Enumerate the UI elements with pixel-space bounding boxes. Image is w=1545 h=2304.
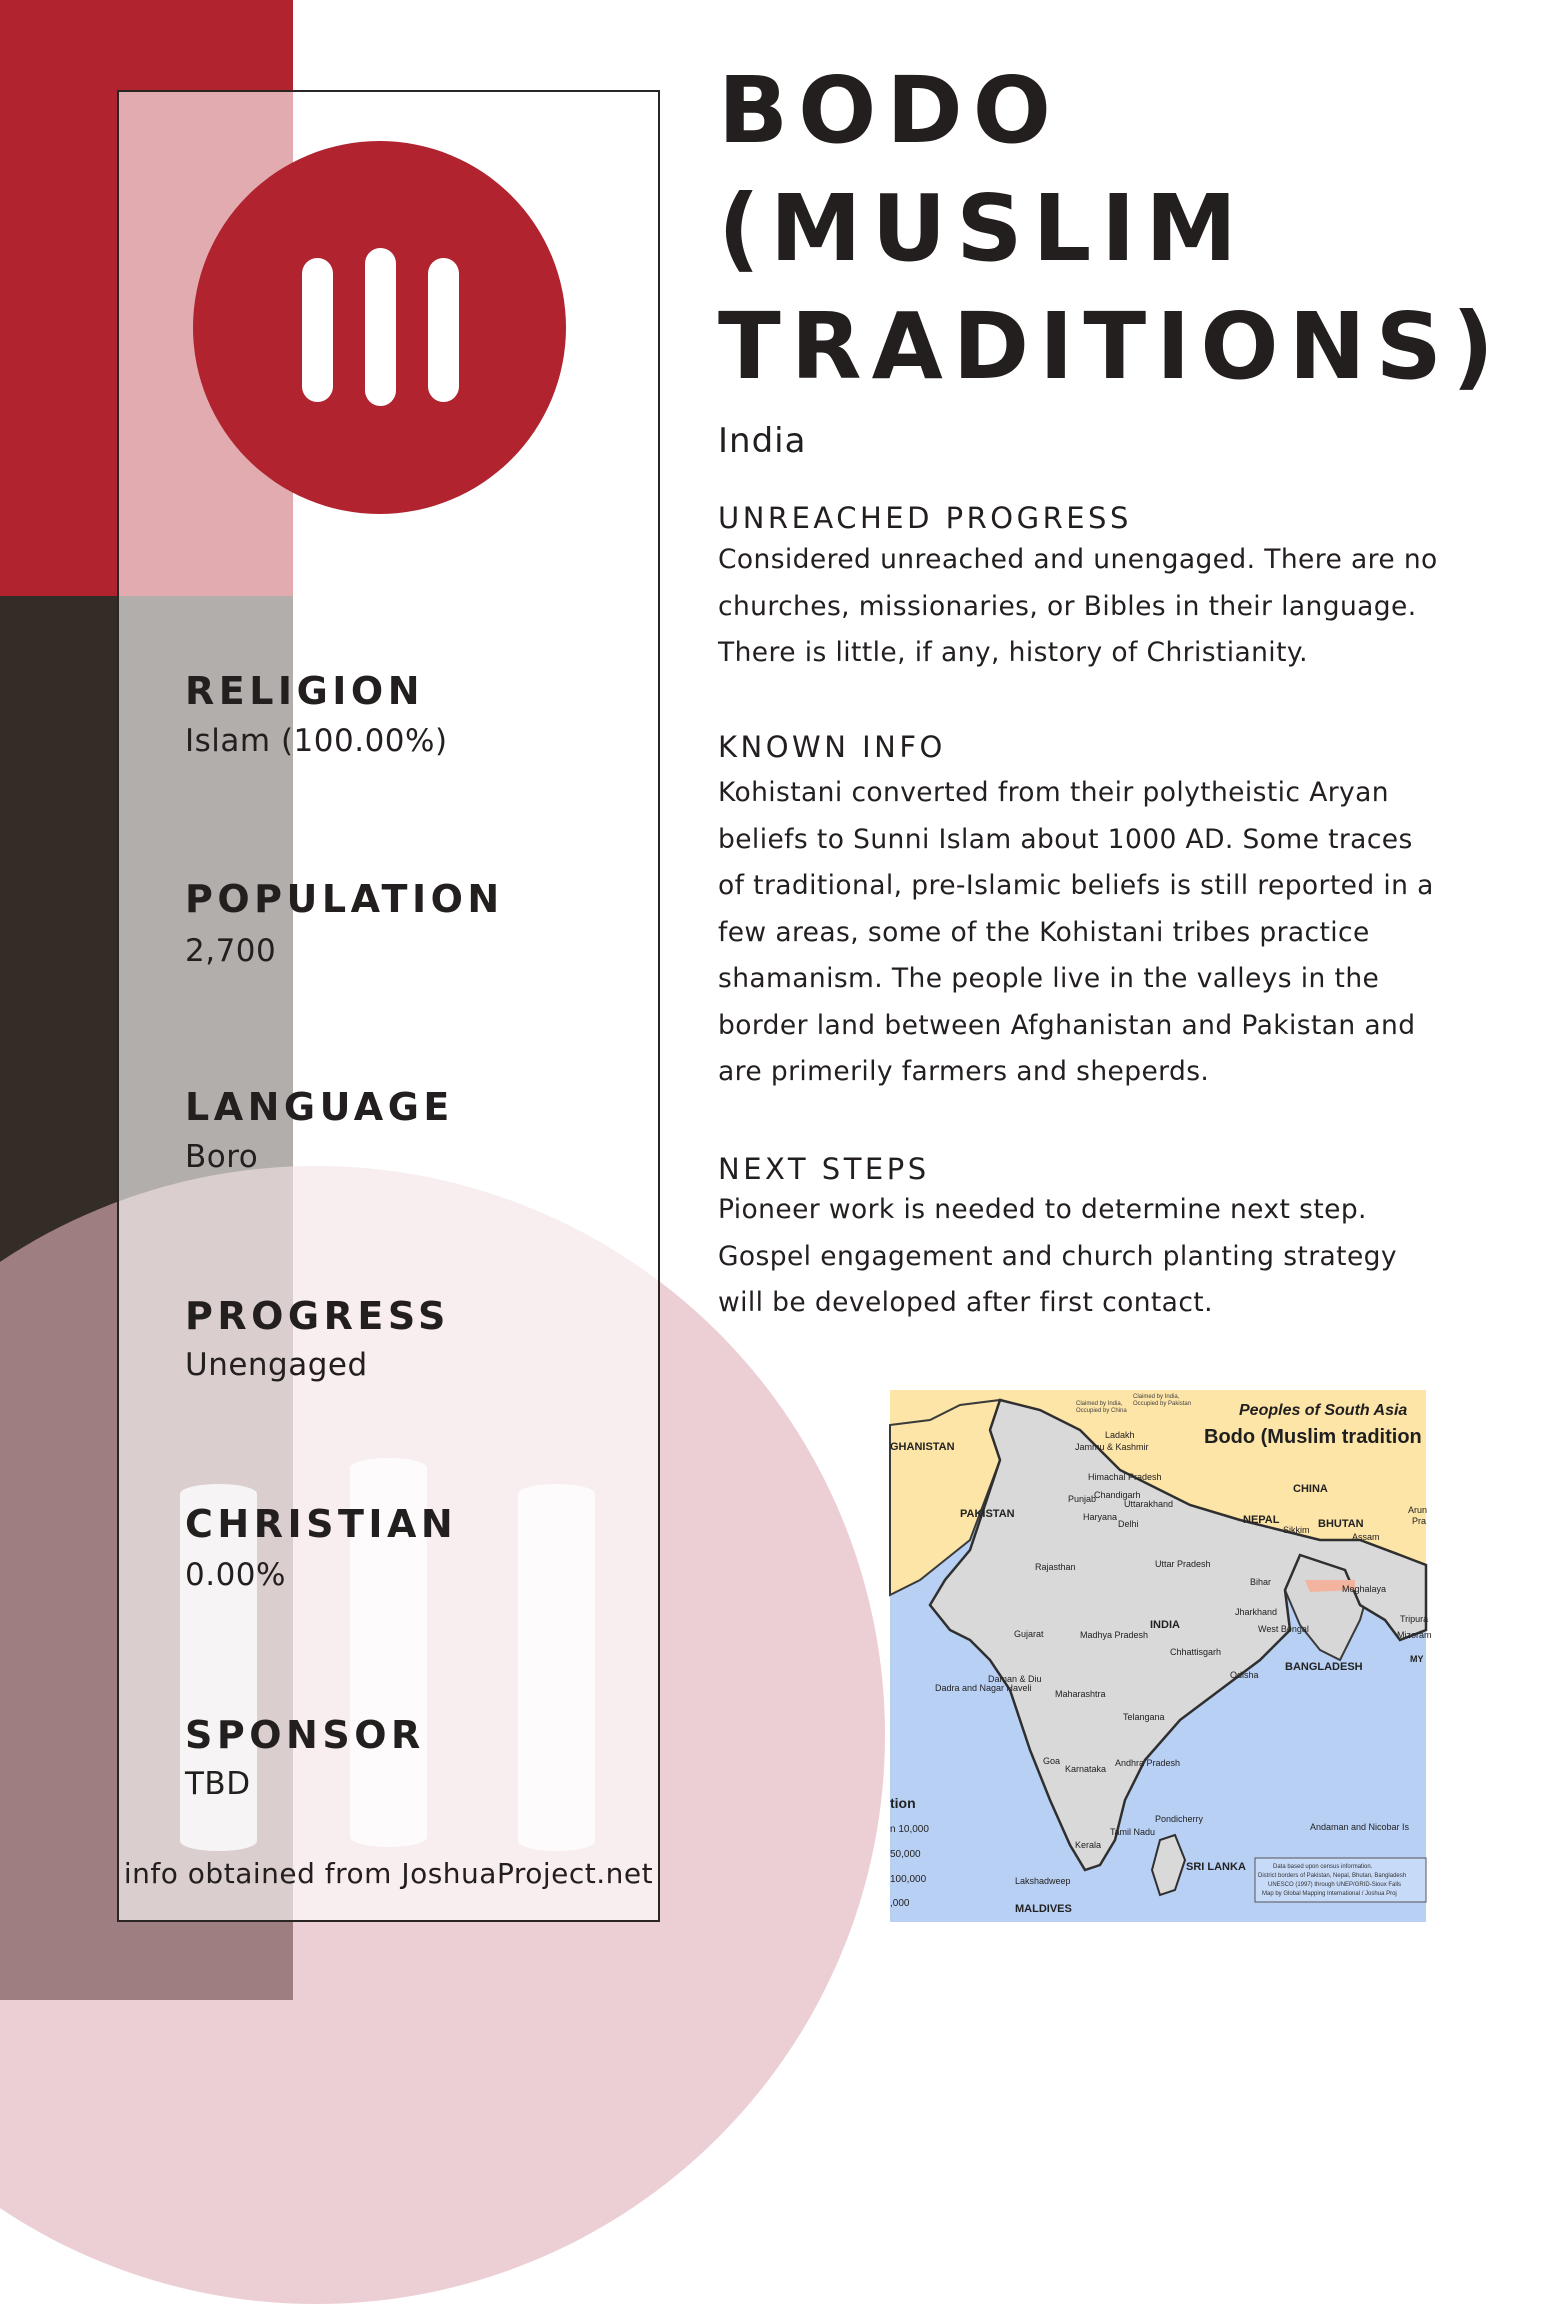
map-region-label: Odisha <box>1230 1670 1259 1680</box>
map-region-label: Ladakh <box>1105 1430 1135 1440</box>
map-region-label: Mizoram <box>1397 1630 1432 1640</box>
stat-value-population: 2,700 <box>185 933 277 969</box>
map-title: Bodo (Muslim tradition <box>1204 1426 1422 1448</box>
map-label-sri-lanka: SRI LANKA <box>1186 1861 1246 1873</box>
map-region-label: Chandigarh <box>1094 1490 1141 1500</box>
map-region-label: Uttar Pradesh <box>1155 1559 1211 1569</box>
map-label-india: INDIA <box>1150 1619 1180 1631</box>
map-label-maldives: MALDIVES <box>1015 1903 1072 1915</box>
map-label-afghanistan: GHANISTAN <box>890 1441 955 1453</box>
stat-value-sponsor: TBD <box>185 1766 251 1802</box>
stat-label-language: LANGUAGE <box>185 1085 454 1129</box>
map-region-label: Himachal Pradesh <box>1088 1472 1162 1482</box>
map-region-label: Kerala <box>1075 1840 1102 1850</box>
map-region-label: Pondicherry <box>1155 1814 1204 1824</box>
stat-value-language: Boro <box>185 1139 259 1175</box>
map-region-label: Andhra Pradesh <box>1115 1758 1181 1768</box>
country-label: India <box>718 421 807 461</box>
map-legend-item: n 10,000 <box>890 1824 929 1835</box>
map-region-label: Bihar <box>1250 1577 1272 1587</box>
map-region-label: Maharashtra <box>1055 1689 1106 1699</box>
map-region-label: Dadra and Nagar Haveli <box>935 1683 1032 1693</box>
decorative-bar <box>518 1484 595 1851</box>
map-region-label: Andaman and Nicobar Is <box>1310 1822 1410 1832</box>
map-legend-title: tion <box>890 1795 916 1811</box>
map-region-label: Delhi <box>1118 1519 1139 1529</box>
stat-value-christian: 0.00% <box>185 1557 286 1593</box>
source-note: info obtained from JoshuaProject.net <box>123 1857 654 1890</box>
map-region-label: Telangana <box>1123 1712 1165 1722</box>
section-heading-next-steps: NEXT STEPS <box>718 1152 930 1186</box>
map-region-label: West Bengal <box>1258 1624 1309 1634</box>
stat-label-sponsor: SPONSOR <box>185 1713 425 1757</box>
map-source-note: Data based upon census information. <box>1273 1864 1373 1870</box>
map-region-label: Chhattisgarh <box>1170 1647 1222 1657</box>
logo-bar-icon <box>302 258 333 402</box>
map-region-label: Punjab <box>1068 1494 1097 1504</box>
map-region-label: Daman & Diu <box>988 1674 1042 1684</box>
map-region-label: Madhya Pradesh <box>1080 1630 1149 1640</box>
map-disputed-note: Occupied by Pakistan <box>1133 1401 1192 1407</box>
logo-circle <box>193 141 566 514</box>
map-source-note: District borders of Pakistan, Nepal, Bhutan, Bangladesh <box>1258 1873 1407 1879</box>
map-region-label: Goa <box>1043 1756 1061 1766</box>
section-body-unreached-progress: Considered unreached and unengaged. There are no churches, missionaries, or Bibles in their language. There is little, if any, history of Christianity. <box>718 544 1438 668</box>
map-region-label: Tripura <box>1400 1614 1429 1624</box>
stat-label-progress: PROGRESS <box>185 1294 450 1338</box>
map-legend-item: 50,000 <box>890 1849 921 1860</box>
map-disputed-note: Claimed by India, <box>1076 1401 1123 1407</box>
map-legend-item: ,000 <box>890 1898 910 1909</box>
map-region-label: Rajasthan <box>1035 1562 1076 1572</box>
map-header: Peoples of South Asia <box>1239 1402 1408 1419</box>
map-region-label: MY <box>1410 1654 1424 1664</box>
logo-bar-icon <box>428 258 459 402</box>
stat-label-christian: CHRISTIAN <box>185 1502 458 1546</box>
map-disputed-note: Occupied by China <box>1076 1408 1127 1414</box>
section-heading-unreached-progress: UNREACHED PROGRESS <box>718 501 1132 535</box>
map-region-label: Lakshadweep <box>1015 1876 1071 1886</box>
map-source-note: UNESCO (1997) through UNEP/GRID-Sioux Falls <box>1268 1882 1402 1888</box>
map-region-label: Tamil Nadu <box>1110 1827 1156 1837</box>
map-label-nepal: NEPAL <box>1243 1514 1280 1526</box>
people-group-map <box>890 1390 1432 1922</box>
map-region-label: Karnataka <box>1065 1764 1107 1774</box>
map-label-bhutan: BHUTAN <box>1318 1518 1364 1530</box>
map-region-label: Gujarat <box>1014 1629 1044 1639</box>
logo-bar-icon <box>365 248 396 406</box>
map-disputed-note: Claimed by India, <box>1133 1394 1180 1400</box>
map-region-label: Sikkim <box>1283 1525 1310 1535</box>
map-label-bangladesh: BANGLADESH <box>1285 1661 1363 1673</box>
section-body-next-steps: Pioneer work is needed to determine next step. Gospel engagement and church planting strategy will be developed after first contact. <box>718 1194 1397 1318</box>
map-region-label: Jharkhand <box>1235 1607 1278 1617</box>
map-region-label: Pra <box>1412 1516 1427 1526</box>
stat-label-population: POPULATION <box>185 877 504 921</box>
stat-label-religion: RELIGION <box>185 669 425 713</box>
map-region-label: Uttarakhand <box>1124 1499 1174 1509</box>
stat-value-progress: Unengaged <box>185 1347 368 1383</box>
map-region-label: Haryana <box>1083 1512 1118 1522</box>
map-region-label: Arun <box>1408 1505 1428 1515</box>
map-region-label: Jammu & Kashmir <box>1075 1442 1149 1452</box>
map-legend-item: 100,000 <box>890 1874 927 1885</box>
section-heading-known-info: KNOWN INFO <box>718 730 946 764</box>
page-title: BODO (MUSLIM TRADITIONS) <box>718 57 1504 400</box>
stat-value-religion: Islam (100.00%) <box>185 723 448 759</box>
section-body-known-info: Kohistani converted from their polytheistic Aryan beliefs to Sunni Islam about 1000 AD. Some traces of traditional, pre-Islamic beliefs is still reported in a few areas, some of the Kohistani tribes practice shamanism. The people live in the valleys in the border land between Afghanistan and Pakistan and are primerily farmers and sheperds. <box>718 777 1434 1087</box>
map-region-label: Assam <box>1352 1532 1380 1542</box>
map-region-label: Meghalaya <box>1342 1584 1387 1594</box>
map-label-china: CHINA <box>1293 1483 1328 1495</box>
map-label-pakistan: PAKISTAN <box>960 1508 1015 1520</box>
map-source-note: Map by Global Mapping International / Joshua Proj <box>1262 1891 1397 1897</box>
